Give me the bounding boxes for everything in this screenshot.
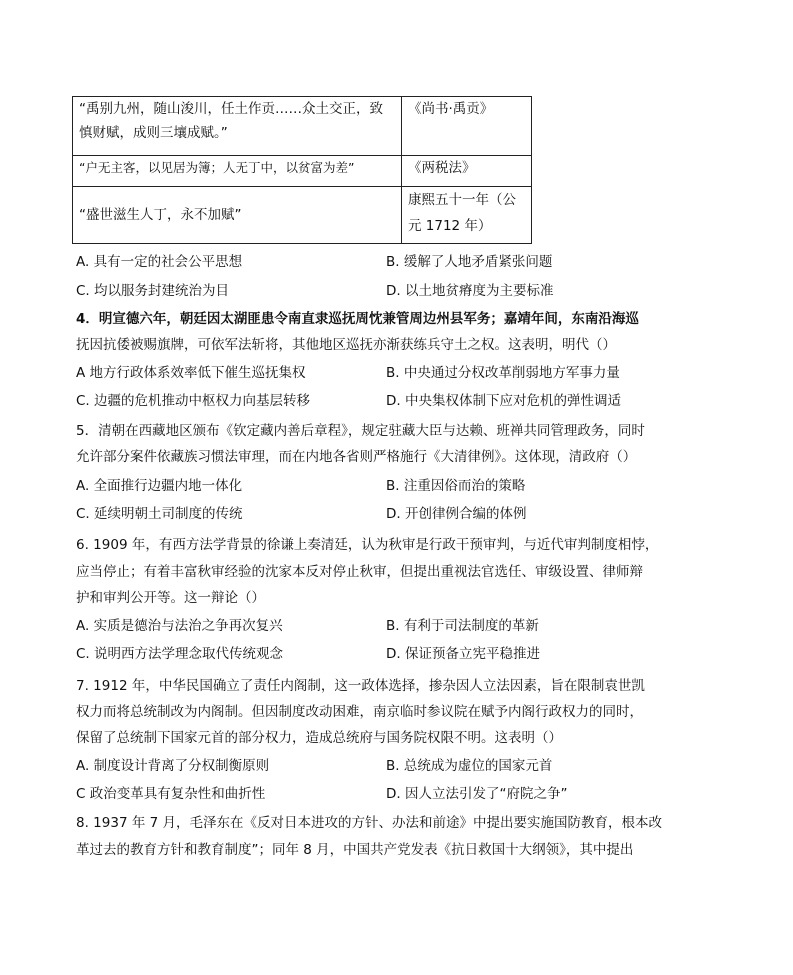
q7-option-d: D. 因人立法引发了“府院之争” <box>386 786 568 802</box>
q6-option-c: C. 说明西方法学理念取代传统观念 <box>76 646 284 662</box>
q8-stem-line1: 8. 1937 年 7 月，毛泽东在《反对日本进攻的方针、办法和前途》中提出要实施国防教育，根本改 <box>76 815 662 831</box>
q3-option-d: D. 以土地贫瘠度为主要标准 <box>386 283 554 299</box>
q3-option-b: B. 缓解了人地矛盾紧张问题 <box>386 254 553 270</box>
q8-stem-line2: 革过去的教育方针和教育制度”；同年 8 月，中国共产党发表《抗日救国十大纲领》，其中提出 <box>76 842 634 858</box>
q5-option-a: A. 全面推行边疆内地一体化 <box>76 478 243 494</box>
q4-stem-line2: 抚因抗倭被赐旗牌，可依军法斩将，其他地区巡抚亦渐获练兵守土之权。这表明，明代（） <box>76 337 616 353</box>
q6-stem-line2: 应当停止；有着丰富秋审经验的沈家本反对停止秋审，但提出重视法官选任、审级设置、律师辩 <box>76 564 643 580</box>
source-cell: 《尚书·禹贡》 <box>402 97 532 156</box>
q6-option-d: D. 保证预备立宪平稳推进 <box>386 646 540 662</box>
q5-option-c: C. 延续明朝土司制度的传统 <box>76 506 243 522</box>
q4-stem-line1: 4．明宣德六年，朝廷因太湖匪患令南直隶巡抚周忱兼管周边州县军务；嘉靖年间，东南沿海巡 <box>76 311 639 327</box>
quote-cell: “禹别九州，随山浚川，任土作贡……众土交正，致慎财赋，成则三壤成赋。” <box>73 97 402 156</box>
q6-stem-line1: 6. 1909 年，有西方法学背景的徐谦上奏清廷，认为秋审是行政干预审判，与近代审判制度相悖， <box>76 537 659 553</box>
q4-option-a: A 地方行政体系效率低下催生巡抚集权 <box>76 365 306 381</box>
q4-option-d: D. 中央集权体制下应对危机的弹性调适 <box>386 393 621 409</box>
q5-stem-line2: 允许部分案件依藏族习惯法审理，而在内地各省则严格施行《大清律例》。这体现，清政府（） <box>76 449 637 465</box>
q6-option-b: B. 有利于司法制度的革新 <box>386 618 539 634</box>
q5-option-d: D. 开创律例合编的体例 <box>386 506 527 522</box>
quote-cell: “户无主客，以见居为簿；人无丁中，以贫富为差” <box>73 156 402 187</box>
q6-stem-line3: 护和审判公开等。这一辩论（） <box>76 590 265 606</box>
q3-option-a: A. 具有一定的社会公平思想 <box>76 254 243 270</box>
q7-option-b: B. 总统成为虚位的国家元首 <box>386 758 553 774</box>
q7-option-a: A. 制度设计背离了分权制衡原则 <box>76 758 270 774</box>
q4-option-c: C. 边疆的危机推动中枢权力向基层转移 <box>76 393 311 409</box>
q5-option-b: B. 注重因俗而治的策略 <box>386 478 526 494</box>
source-cell: 《两税法》 <box>402 156 532 187</box>
q5-stem-line1: 5．清朝在西藏地区颁布《钦定藏内善后章程》，规定驻藏大臣与达赖、班禅共同管理政务，同时 <box>76 423 645 439</box>
q4-option-b: B. 中央通过分权改革削弱地方军事力量 <box>386 365 620 381</box>
q3-option-c: C. 均以服务封建统治为目 <box>76 283 230 299</box>
source-table <box>72 96 532 244</box>
q7-stem-line3: 保留了总统制下国家元首的部分权力，造成总统府与国务院权限不明。这表明（） <box>76 730 562 746</box>
q7-option-c: C 政治变革具有复杂性和曲折性 <box>76 786 266 802</box>
table-row <box>73 156 532 187</box>
quote-cell: “盛世滋生人丁，永不加赋” <box>73 187 402 244</box>
q7-stem-line1: 7. 1912 年，中华民国确立了责任内阁制，这一政体选择，掺杂因人立法因素，旨在限制袁世凯 <box>76 678 645 694</box>
table-row <box>73 187 532 244</box>
table-row <box>73 97 532 156</box>
q6-option-a: A. 实质是德治与法治之争再次复兴 <box>76 618 283 634</box>
q7-stem-line2: 权力而将总统制改为内阁制。但因制度改动困难，南京临时参议院在赋予内阁行政权力的同时， <box>76 704 643 720</box>
source-cell: 康熙五十一年（公元 1712 年） <box>402 187 532 244</box>
